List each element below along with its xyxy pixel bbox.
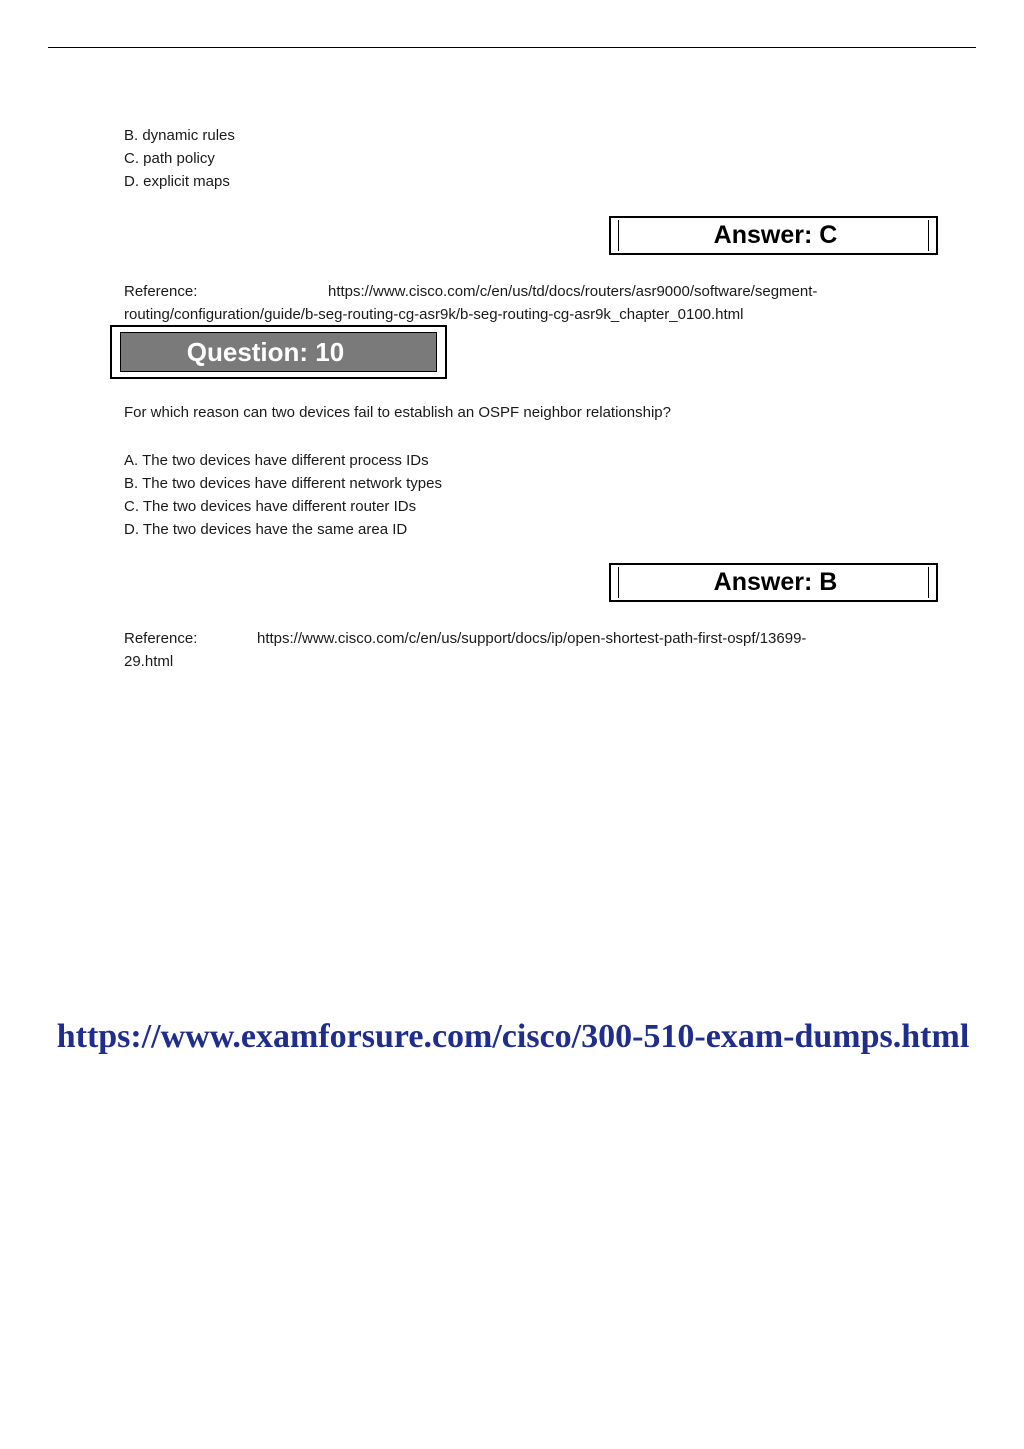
option-c: C. The two devices have different router IDs [124,498,417,515]
option-c: C. path policy [124,150,215,167]
question-heading-box [110,325,447,379]
answer-label: Answer: C [713,221,838,249]
option-d: D. explicit maps [124,173,230,190]
option-a: A. The two devices have different process IDs [124,452,429,469]
reference-label: Reference: [124,630,198,647]
option-b: B. The two devices have different network types [124,475,442,492]
option-b: B. dynamic rules [124,127,235,144]
reference-url-line2: 29.html [124,653,174,670]
header-rule [48,47,976,48]
answer-label: Answer: B [713,568,838,596]
reference-url-line1: https://www.cisco.com/c/en/us/support/docs/ip/open-shortest-path-first-ospf/13699- [257,630,807,647]
footer-link[interactable]: https://www.examforsure.com/cisco/300-510-exam-dumps.html [56,1018,970,1055]
reference-url-line2: routing/configuration/guide/b-seg-routing-cg-asr9k/b-seg-routing-cg-asr9k_chapter_0100.html [124,306,744,323]
question-text: For which reason can two devices fail to establish an OSPF neighbor relationship? [124,404,671,421]
reference-label: Reference: [124,283,198,300]
option-d: D. The two devices have the same area ID [124,521,408,538]
answer-box [609,563,938,602]
answer-box [609,216,938,255]
reference-url-line1: https://www.cisco.com/c/en/us/td/docs/routers/asr9000/software/segment- [328,283,818,300]
question-heading: Question: 10 [186,336,345,367]
